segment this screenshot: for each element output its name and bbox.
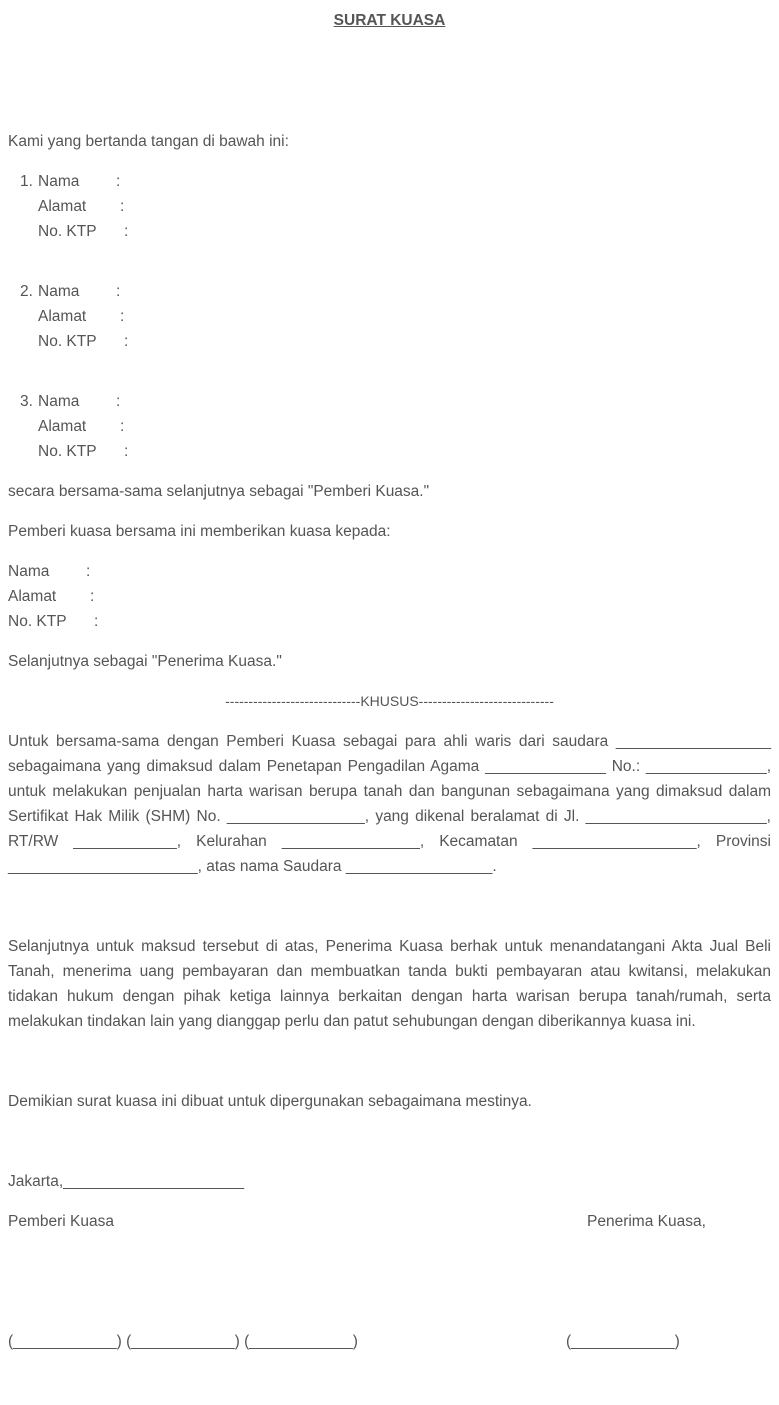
- intro-text: Kami yang bertanda tangan di bawah ini:: [8, 133, 289, 150]
- gives-power-text: Pemberi kuasa bersama ini memberikan kuasa kepada:: [8, 523, 391, 540]
- colon: :: [86, 563, 91, 580]
- nama-label: Nama: [38, 283, 80, 300]
- alamat-label: Alamat: [38, 418, 87, 435]
- colon: :: [124, 443, 129, 460]
- ktp-label: No. KTP: [8, 613, 67, 630]
- place-date: Jakarta,_____________________: [8, 1173, 245, 1190]
- alamat-label: Alamat: [38, 198, 87, 215]
- colon: :: [94, 613, 99, 630]
- grantor-sign-label: Pemberi Kuasa: [8, 1213, 114, 1230]
- nama-label: Nama: [38, 173, 80, 190]
- nama-label: Nama: [38, 393, 80, 410]
- recipient-signature-line: (____________): [566, 1333, 680, 1350]
- colon: :: [116, 283, 121, 300]
- recipient-label-text: Selanjutnya sebagai "Penerima Kuasa.": [8, 653, 282, 670]
- grantor-number: 1.: [20, 173, 33, 190]
- alamat-label: Alamat: [38, 308, 87, 325]
- grantor-signature-lines: (____________) (____________) (____________): [8, 1333, 358, 1350]
- alamat-label: Alamat: [8, 588, 57, 605]
- colon: :: [120, 198, 125, 215]
- together-text: secara bersama-sama selanjutnya sebagai "Pemberi Kuasa.": [8, 483, 430, 500]
- colon: :: [116, 173, 121, 190]
- paragraph-purpose: Untuk bersama-sama dengan Pemberi Kuasa sebagai para ahli waris dari saudara __________________ sebagaimana yang dimaksud dalam Penetapan Pengadilan Agama ______________ No.: ______________, untuk melakukan penjualan harta warisan berupa tanah dan bangunan sebagaimana yang dimaksud dalam Sertifikat Hak Milik (SHM) No. ________________, yang dikenal beralamat di Jl. _____________________, RT/RW ____________, Kelurahan ________________, Kecamatan ___________________, Provinsi ______________________, atas nama Saudara _________________.: [8, 733, 771, 875]
- ktp-label: No. KTP: [38, 333, 97, 350]
- colon: :: [120, 308, 125, 325]
- colon: :: [124, 223, 129, 240]
- colon: :: [120, 418, 125, 435]
- grantor-number: 3.: [20, 393, 33, 410]
- nama-label: Nama: [8, 563, 50, 580]
- ktp-label: No. KTP: [38, 223, 97, 240]
- colon: :: [90, 588, 95, 605]
- colon: :: [116, 393, 121, 410]
- paragraph-authority: Selanjutnya untuk maksud tersebut di atas, Penerima Kuasa berhak untuk menandatangani Akta Jual Beli Tanah, menerima uang pembayaran dan membuatkan tanda bukti pembayaran atau kwitansi, melakukan tidakan hukum dengan pihak ketiga lainnya berkaitan dengan harta warisan berupa tanah/rumah, serta melakukan tindakan lain yang dianggap perlu dan patut sehubungan dengan diberikannya kuasa ini.: [8, 938, 771, 1030]
- page-title: SURAT KUASA: [333, 12, 446, 29]
- colon: :: [124, 333, 129, 350]
- khusus-divider: -----------------------------KHUSUS-----------------------------: [225, 693, 554, 709]
- ktp-label: No. KTP: [38, 443, 97, 460]
- recipient-sign-label: Penerima Kuasa,: [587, 1213, 706, 1230]
- grantor-number: 2.: [20, 283, 33, 300]
- closing-text: Demikian surat kuasa ini dibuat untuk dipergunakan sebagaimana mestinya.: [8, 1093, 532, 1110]
